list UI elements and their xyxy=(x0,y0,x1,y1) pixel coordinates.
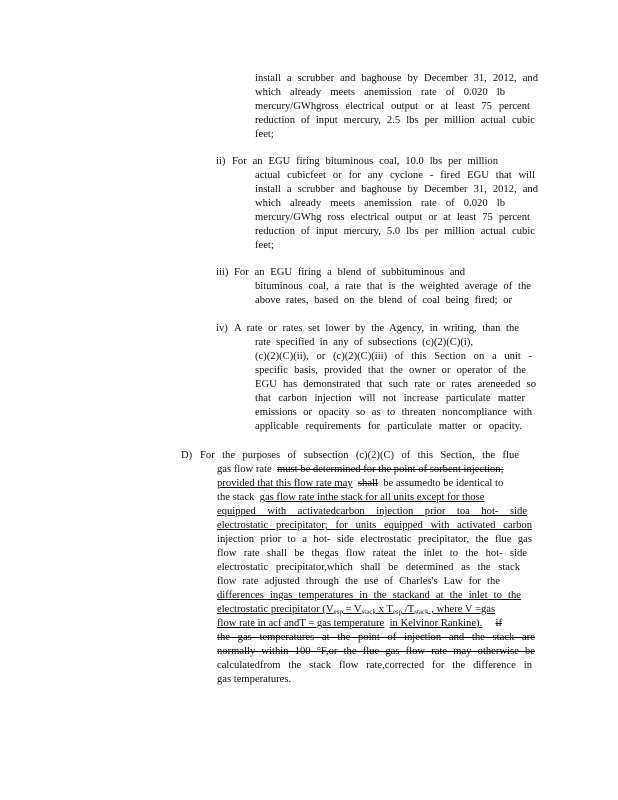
inserted-text: electrostatic precipitator; for units equipped with activated carbon xyxy=(217,520,532,531)
item-marker: iii) xyxy=(216,267,229,278)
retained-text: the stack xyxy=(217,492,255,503)
text-line: bituminous coal, a rate that is the weighted average of the xyxy=(255,281,531,292)
text-line: reduction of input mercury, 5.0 lbs per million actual cubic xyxy=(255,226,535,237)
text-line: reduction of input mercury, 2.5 lbs per million actual cubic xyxy=(255,115,535,126)
text-line: injection prior to a hot- side electrostatic precipitator, the flue gas xyxy=(217,534,532,545)
formula-text: , where V =gas xyxy=(428,604,496,615)
text-line: electrostatic precipitator,which shall be determined as the stack xyxy=(217,562,520,573)
text-line: calculatedfrom the stack flow rate,corrected for the difference in xyxy=(217,660,532,671)
item-marker: iv) xyxy=(216,323,228,334)
formula-sub: stack xyxy=(414,608,429,616)
inserted-text: gas flow rate inthe stack for all units except for those xyxy=(259,492,485,503)
formula-text: /T xyxy=(402,604,415,615)
deleted-text: normally within 100 °F,or the flue gas flow rate may otherwise be xyxy=(217,646,535,657)
inserted-text: flow rate in acf andT = gas temperature xyxy=(217,618,385,629)
text-line: mercury/GWhg ross electrical output or at least 75 percent xyxy=(255,212,530,223)
formula-sub: esp xyxy=(392,608,403,616)
text-line: feet; xyxy=(255,129,274,140)
text-line: (c)(2)(C)(ii), or (c)(2)(C)(iii) of this Section on a unit - xyxy=(255,351,532,362)
item-marker: ii) xyxy=(216,156,226,167)
text-line: applicable requirements for particulate matter or opacity. xyxy=(255,421,522,432)
text-line: install a scrubber and baghouse by December 31, 2012, and xyxy=(255,73,538,84)
text-line: For the purposes of subsection (c)(2)(C) of this Section, the flue xyxy=(200,450,519,461)
text-line: flow rate shall be thegas flow rateat the inlet to the hot- side xyxy=(217,548,527,559)
text-line: that carbon injection will not increase particulate matter xyxy=(255,393,525,404)
text-line: install a scrubber and baghouse by December 31, 2012, and xyxy=(255,184,538,195)
text-line: flow rate adjusted through the use of Charles's Law for the xyxy=(217,576,500,587)
inserted-text: provided that this flow rate may xyxy=(217,478,353,489)
text-line xyxy=(217,491,484,504)
formula-sub: stack xyxy=(361,608,376,616)
inserted-text: equipped with activatedcarbon injection prior toa hot- side xyxy=(217,506,527,517)
text-line: specific basis, provided that the owner or operator of the xyxy=(255,365,526,376)
deleted-text: the gas temperatures at the point of injection and the stack are xyxy=(217,632,535,643)
inserted-text: differences ingas temperatures in the stackand at the inlet to the xyxy=(217,590,521,601)
formula-sub: esp xyxy=(333,608,343,616)
deleted-text: must be determined for the point of sorbent injection; xyxy=(277,464,504,475)
text-line xyxy=(217,617,502,630)
text-line: For an EGU firing bituminous coal, 10.0 lbs per million xyxy=(232,156,498,167)
text-line: actual cubicfeet or for any cyclone - fired EGU that will xyxy=(255,170,535,181)
text-line: above rates, based on the blend of coal being fired; or xyxy=(255,295,512,306)
text-line: For an EGU firing a blend of subbituminous and xyxy=(234,267,465,278)
formula-text: x T xyxy=(375,604,393,615)
formula-text: = V xyxy=(342,604,362,615)
text-line: mercury/GWhgross electrical output or at least 75 percent xyxy=(255,101,530,112)
deleted-text: shall xyxy=(357,478,378,489)
item-marker: D) xyxy=(181,450,193,461)
text-line: which already meets anemission rate of 0.020 lb xyxy=(255,87,505,98)
retained-text: gas flow rate xyxy=(217,464,272,475)
text-line: rate specified in any of subsections (c)(2)(C)(i), xyxy=(255,337,473,348)
text-line: which already meets anemission rate of 0.020 lb xyxy=(255,198,505,209)
inserted-text: in Kelvinor Rankine). xyxy=(389,618,483,629)
text-line: EGU has demonstrated that such rate or rates areneeded so xyxy=(255,379,536,390)
text-line: feet; xyxy=(255,240,274,251)
text-line: emissions or opacity so as to threaten noncompliance with xyxy=(255,407,532,418)
text-line: gas temperatures. xyxy=(217,674,292,685)
inserted-text xyxy=(217,603,495,616)
text-line xyxy=(217,477,503,490)
formula-text: electrostatic precipitator (V xyxy=(217,604,334,615)
retained-text: be assumedto be identical to xyxy=(383,478,504,489)
text-line xyxy=(217,463,504,476)
text-line: A rate or rates set lower by the Agency, in writing, than the xyxy=(234,323,519,334)
deleted-text: if xyxy=(495,618,502,629)
